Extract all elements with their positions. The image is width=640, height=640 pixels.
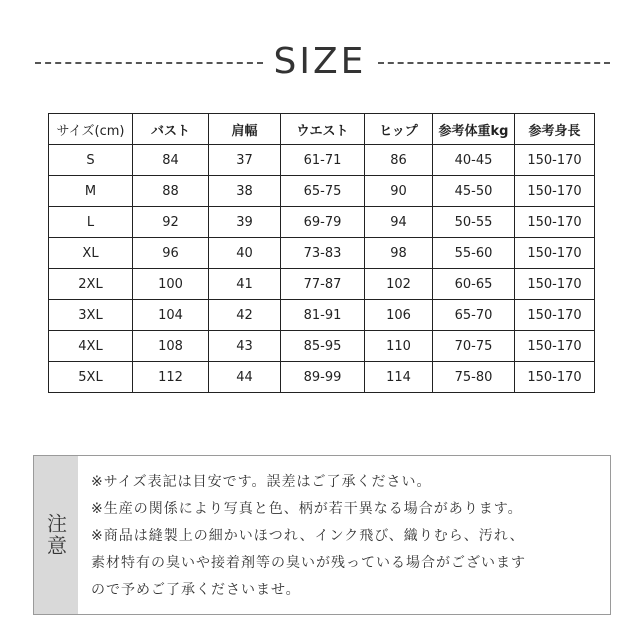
table-cell: 69-79 <box>281 207 365 238</box>
table-cell: 106 <box>365 300 433 331</box>
table-cell: 150-170 <box>515 331 595 362</box>
table-cell: 150-170 <box>515 207 595 238</box>
note-line: ので予めご了承くださいませ。 <box>91 582 301 598</box>
table-cell: L <box>49 207 133 238</box>
table-cell: 94 <box>365 207 433 238</box>
note-line: 素材特有の臭いや接着剤等の臭いが残っている場合がございます <box>91 555 526 571</box>
table-cell: 44 <box>209 362 281 393</box>
table-cell: 40-45 <box>433 145 515 176</box>
table-row <box>49 145 595 176</box>
table-row <box>49 362 595 393</box>
table-row <box>49 269 595 300</box>
table-cell: 108 <box>133 331 209 362</box>
title-dashed-line-right <box>378 62 610 64</box>
note-line: ※商品は縫製上の細かいほつれ、インク飛び、織りむら、汚れ、 <box>91 528 525 544</box>
page-title: SIZE <box>273 41 367 82</box>
table-cell: 100 <box>133 269 209 300</box>
table-cell: 88 <box>133 176 209 207</box>
size-table-header-row <box>49 114 595 145</box>
table-cell: 98 <box>365 238 433 269</box>
table-cell: 55-60 <box>433 238 515 269</box>
title-dashed-line-left <box>35 62 263 64</box>
table-cell: 3XL <box>49 300 133 331</box>
table-cell: 2XL <box>49 269 133 300</box>
table-row <box>49 300 595 331</box>
table-cell: 37 <box>209 145 281 176</box>
table-cell: 50-55 <box>433 207 515 238</box>
header-cell: 参考体重kg <box>433 114 515 145</box>
table-row <box>49 176 595 207</box>
table-cell: 112 <box>133 362 209 393</box>
table-row <box>49 238 595 269</box>
table-cell: 84 <box>133 145 209 176</box>
note-line: ※生産の関係により写真と色、柄が若干異なる場合があります。 <box>91 501 523 517</box>
table-cell: 4XL <box>49 331 133 362</box>
table-cell: XL <box>49 238 133 269</box>
table-cell: 77-87 <box>281 269 365 300</box>
table-cell: 85-95 <box>281 331 365 362</box>
notes-box <box>33 455 611 615</box>
table-cell: 92 <box>133 207 209 238</box>
table-cell: 150-170 <box>515 300 595 331</box>
table-cell: 81-91 <box>281 300 365 331</box>
table-cell: 96 <box>133 238 209 269</box>
table-cell: 73-83 <box>281 238 365 269</box>
table-cell: 40 <box>209 238 281 269</box>
table-cell: 65-75 <box>281 176 365 207</box>
table-cell: 42 <box>209 300 281 331</box>
header-cell: ヒップ <box>365 114 433 145</box>
table-cell: 38 <box>209 176 281 207</box>
table-cell: 150-170 <box>515 238 595 269</box>
table-cell: 41 <box>209 269 281 300</box>
table-cell: 70-75 <box>433 331 515 362</box>
table-cell: 45-50 <box>433 176 515 207</box>
table-cell: 61-71 <box>281 145 365 176</box>
size-table <box>48 113 595 393</box>
table-cell: 75-80 <box>433 362 515 393</box>
table-cell: 114 <box>365 362 433 393</box>
table-cell: 39 <box>209 207 281 238</box>
notes-label: 注意 <box>43 513 68 557</box>
table-cell: 102 <box>365 269 433 300</box>
table-cell: 5XL <box>49 362 133 393</box>
table-cell: 150-170 <box>515 362 595 393</box>
table-cell: 60-65 <box>433 269 515 300</box>
table-cell: 110 <box>365 331 433 362</box>
header-cell: ウエスト <box>281 114 365 145</box>
table-cell: 90 <box>365 176 433 207</box>
notes-label-panel <box>34 456 78 614</box>
table-cell: 89-99 <box>281 362 365 393</box>
table-cell: 150-170 <box>515 145 595 176</box>
title-row <box>0 38 640 86</box>
table-row <box>49 207 595 238</box>
table-cell: S <box>49 145 133 176</box>
header-cell: サイズ(cm) <box>49 114 133 145</box>
table-cell: 150-170 <box>515 176 595 207</box>
table-cell: 150-170 <box>515 269 595 300</box>
header-cell: 参考身長 <box>515 114 595 145</box>
table-row <box>49 331 595 362</box>
header-cell: バスト <box>133 114 209 145</box>
table-cell: 104 <box>133 300 209 331</box>
table-cell: 65-70 <box>433 300 515 331</box>
header-cell: 肩幅 <box>209 114 281 145</box>
note-line: ※サイズ表記は目安です。誤差はご了承ください。 <box>91 474 432 490</box>
table-cell: 86 <box>365 145 433 176</box>
table-cell: M <box>49 176 133 207</box>
notes-body <box>91 469 602 604</box>
table-cell: 43 <box>209 331 281 362</box>
